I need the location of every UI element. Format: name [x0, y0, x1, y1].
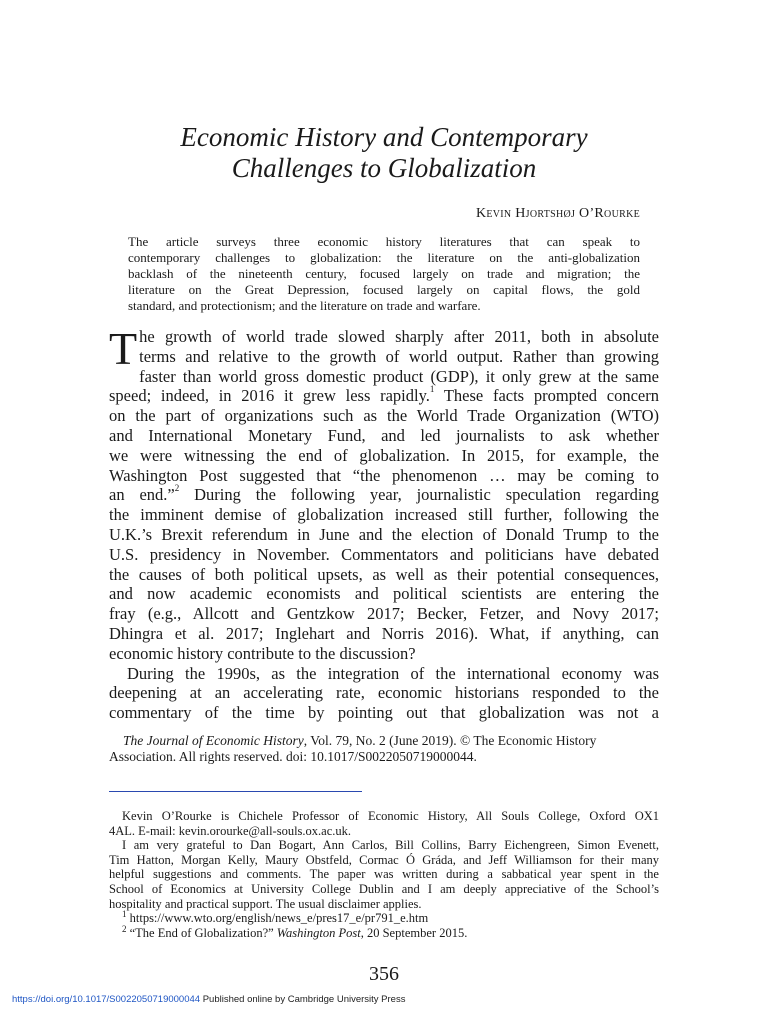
body-line: Washington Post suggested that “the phenomenon … may be coming to: [109, 465, 659, 485]
abstract-line: standard, and protectionism; and the literature on trade and warfare.: [128, 298, 481, 313]
footnote-ref-1: 1: [429, 384, 435, 395]
footnote-2: $^2$ “The End of Globalization?” Washington Post, 20 September 2015.: [122, 923, 468, 940]
body-line: speed; indeed, in 2016 it grew less rapidly.$^1$ These facts prompted concern: [109, 384, 659, 406]
body-line: U.K.’s Brexit referendum in June and the election of Donald Trump to the: [109, 524, 659, 544]
footnote-ref-2: 2: [174, 483, 180, 494]
body-text: [109, 323, 659, 723]
abstract-line: contemporary challenges to globalization: the literature on the anti-globalization: [128, 250, 640, 265]
publication-footer: [12, 994, 405, 1005]
title-line-2: Challenges to Globalization: [231, 153, 537, 183]
footnote-divider: [109, 791, 362, 792]
footnote-line: Kevin O’Rourke is Chichele Professor of Economic History, All Souls College, Oxford OX1: [122, 809, 659, 823]
page-number: 356: [369, 963, 399, 985]
footnote-1-url[interactable]: https://www.wto.org/english/news_e/pres17_e/pr791_e.htm: [126, 911, 429, 926]
journal-line: The Journal of Economic History, Vol. 79, No. 2 (June 2019). © The Economic History: [123, 733, 597, 748]
body-line: commentary of the time by pointing out that globalization was not a: [109, 703, 659, 723]
body-line: and International Monetary Fund, and led journalists to ask whether: [109, 425, 659, 445]
body-line: During the 1990s, as the integration of the international economy was: [127, 663, 659, 683]
footnote-line: Tim Hatton, Morgan Kelly, Maury Obstfeld, Cormac Ó Gráda, and Jeff Williamson for their many: [109, 852, 659, 867]
body-line: terms and relative to the growth of world output. Rather than growing: [139, 346, 659, 366]
body-line: faster than world gross domestic product (GDP), it only grew at the same: [139, 366, 659, 386]
footnote-line: School of Economics at University College Dublin and I am deeply appreciative of the School’s: [109, 881, 659, 896]
title-line-1: Economic History and Contemporary: [180, 122, 588, 152]
body-line: he growth of world trade slowed sharply after 2011, both in absolute: [139, 327, 659, 346]
drop-cap: T: [109, 323, 138, 374]
footnote-line: helpful suggestions and comments. The paper was written during a sabbatical year spent in the: [109, 867, 659, 882]
abstract-line: backlash of the nineteenth century, focused largely on trade and migration; the: [128, 266, 640, 281]
body-line: and now academic economists and political scientists are entering the: [109, 584, 659, 604]
publisher-note: Published online by Cambridge University Press: [200, 994, 406, 1005]
footnotes: [109, 809, 659, 940]
body-line: we were witnessing the end of globalization. In 2015, for example, the: [109, 445, 659, 465]
journal-line: Association. All rights reserved. doi: 10.1017/S0022050719000044.: [109, 749, 477, 764]
body-line: an end.”$^2$ During the following year, journalistic speculation regarding: [109, 483, 659, 505]
footnote-1: $^1$ https://www.wto.org/english/news_e/pres17_e/pr791_e.htm: [122, 909, 429, 926]
body-line: the imminent demise of globalization increased still further, following the: [109, 505, 659, 525]
footnote-line: I am very grateful to Dan Bogart, Ann Carlos, Bill Collins, Barry Eichengreen, Simon Evenett,: [122, 838, 659, 853]
footnote-line: hospitality and practical support. The usual disclaimer applies.: [109, 896, 422, 911]
journal-citation: [109, 733, 659, 765]
author-name: Kevin Hjortshøj O’Rourke: [475, 206, 640, 221]
abstract-line: literature on the Great Depression, focused largely on capital flows, the gold: [128, 282, 640, 297]
article-title: [0, 122, 768, 184]
body-line: deepening at an accelerating rate, economic historians responded to the: [109, 683, 659, 703]
abstract: [128, 234, 640, 314]
body-line: fray (e.g., Allcott and Gentzkow 2017; Becker, Fetzer, and Novy 2017;: [109, 604, 659, 624]
footnote-line: 4AL. E-mail: kevin.orourke@all-souls.ox.ac.uk.: [109, 823, 352, 838]
journal-name: The Journal of Economic History: [123, 733, 304, 748]
body-line: the causes of both political upsets, as well as their potential consequences,: [109, 564, 659, 584]
body-line: Dhingra et al. 2017; Inglehart and Norris 2016). What, if anything, can: [109, 623, 659, 643]
body-line: on the part of organizations such as the World Trade Organization (WTO): [109, 406, 659, 426]
body-line: economic history contribute to the discussion?: [109, 643, 416, 663]
body-line: U.S. presidency in November. Commentators and politicians have debated: [109, 544, 659, 564]
doi-link[interactable]: https://doi.org/10.1017/S0022050719000044: [12, 994, 201, 1005]
abstract-line: The article surveys three economic history literatures that can speak to: [128, 234, 640, 249]
